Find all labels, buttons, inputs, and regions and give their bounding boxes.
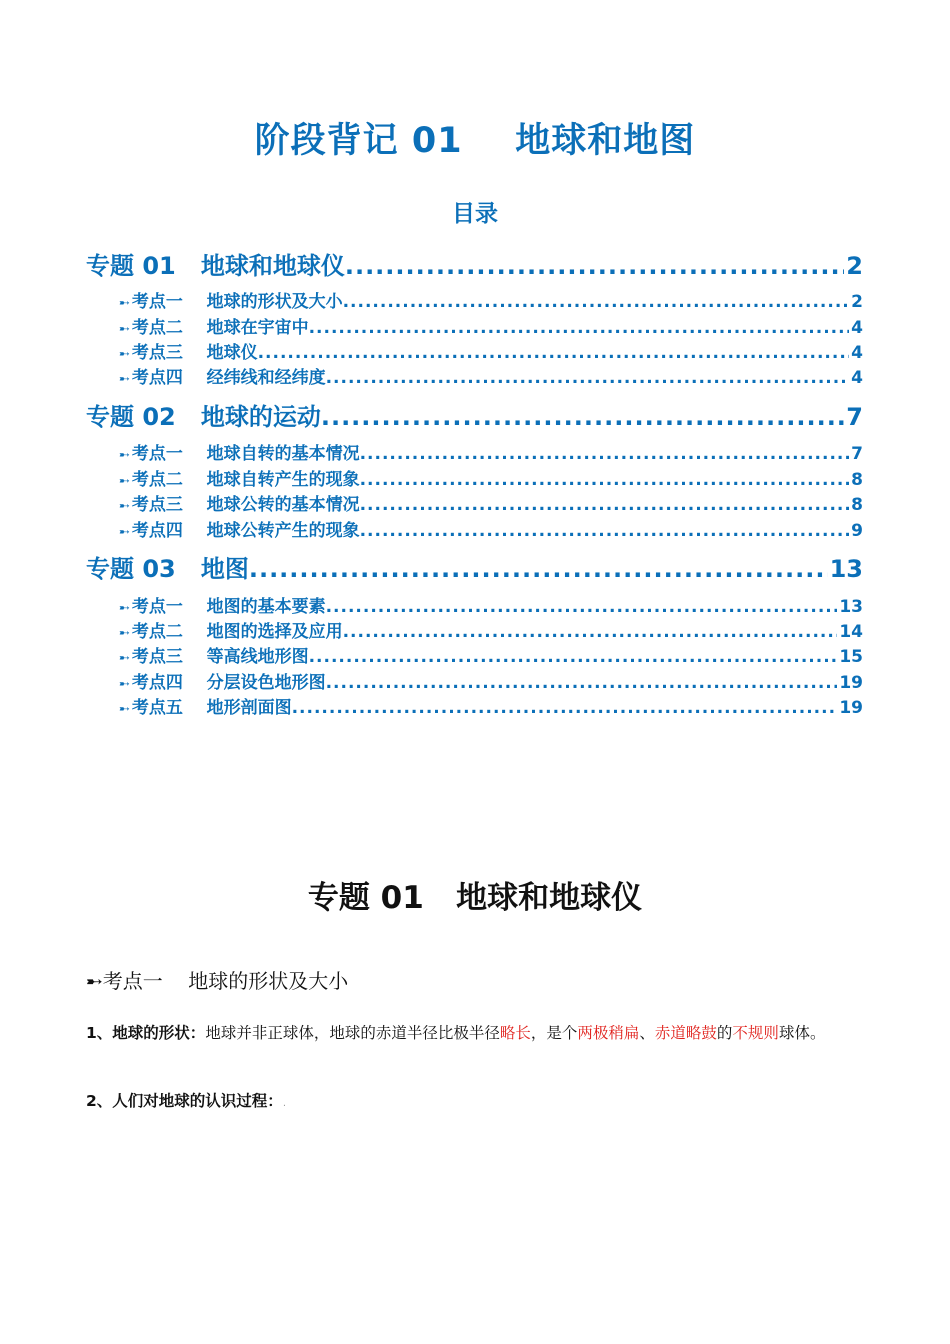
paragraph-colon: ： — [189, 1024, 206, 1042]
toc-item-3-1[interactable] — [119, 595, 863, 619]
highlight-text: 赤道略鼓 — [654, 1024, 717, 1042]
highlight-text: 不规则 — [732, 1024, 779, 1042]
toc-leader-dots — [321, 400, 844, 434]
arrow-icon: ➸ — [119, 347, 130, 362]
toc-heading: 目录 — [452, 201, 498, 227]
toc-item-label: 考点四 分层设色地形图 — [131, 673, 326, 693]
toc-item-label: 考点二 地球在宇宙中 — [131, 318, 309, 338]
toc-page-number: 2 — [846, 252, 863, 280]
arrow-icon: ➸ — [119, 296, 130, 311]
toc-item-label: 考点一 地图的基本要素 — [131, 597, 326, 617]
toc-item-1-2[interactable] — [119, 316, 863, 340]
arrow-icon: ➸ — [119, 372, 130, 387]
toc-item-3-4[interactable] — [119, 671, 863, 695]
toc-leader-dots — [360, 468, 850, 492]
toc-page-number: 19 — [839, 673, 863, 693]
toc-leader-dots — [343, 620, 838, 644]
subsection-heading — [86, 966, 348, 996]
toc-item-label: 考点三 地球公转的基本情况 — [131, 495, 360, 515]
toc-item-label: 考点五 地形剖面图 — [131, 698, 292, 718]
highlight-text: 两极稍扁 — [577, 1024, 640, 1042]
paragraph-lead: 2、人们对地球的认识过程 — [86, 1092, 268, 1110]
toc-leader-dots — [326, 366, 850, 390]
toc-leader-dots — [309, 645, 838, 669]
toc-item-2-1[interactable] — [119, 442, 863, 466]
paragraph-trail: . — [282, 1098, 286, 1109]
toc-page-number: 14 — [839, 622, 863, 642]
arrow-icon: ➸ — [119, 626, 130, 641]
toc-topic-3[interactable] — [86, 552, 863, 586]
toc-item-2-4[interactable] — [119, 519, 863, 543]
paragraph-earth-shape — [86, 1018, 866, 1048]
toc-page-number: 8 — [851, 470, 863, 490]
arrow-icon: ➸ — [119, 525, 130, 540]
toc-item-label: 考点四 地球公转产生的现象 — [131, 521, 360, 541]
toc-item-3-2[interactable] — [119, 620, 863, 644]
toc-item-1-1[interactable] — [119, 290, 863, 314]
toc-page-number: 7 — [846, 403, 863, 431]
toc-page-number: 19 — [839, 698, 863, 718]
toc-item-1-4[interactable] — [119, 366, 863, 390]
toc-leader-dots — [249, 552, 828, 586]
paragraph-text: 地球并非正球体，地球的赤道半径比极半径 — [205, 1024, 500, 1042]
arrow-icon: ➸ — [119, 651, 130, 666]
toc-topic-label: 专题 02 地球的运动 — [86, 403, 321, 431]
toc-page-number: 9 — [851, 521, 863, 541]
paragraph-recognition-process — [86, 1086, 866, 1119]
toc-leader-dots — [360, 442, 850, 466]
arrow-icon: ➸ — [119, 448, 130, 463]
paragraph-text: 、 — [639, 1024, 655, 1042]
arrow-icon: ➸ — [86, 969, 103, 993]
toc-item-2-3[interactable] — [119, 493, 863, 517]
toc-leader-dots — [345, 249, 844, 283]
arrow-icon: ➸ — [119, 702, 130, 717]
toc-item-3-5[interactable] — [119, 696, 863, 720]
toc-item-label: 考点一 地球自转的基本情况 — [131, 444, 360, 464]
toc-item-1-3[interactable] — [119, 341, 863, 365]
toc-page-number: 2 — [851, 292, 863, 312]
toc-leader-dots — [343, 290, 850, 314]
toc-page-number: 15 — [839, 647, 863, 667]
toc-topic-1[interactable] — [86, 249, 863, 283]
toc-leader-dots — [326, 595, 838, 619]
arrow-icon: ➸ — [119, 677, 130, 692]
highlight-text: 略长 — [499, 1024, 531, 1042]
page-title: 阶段背记 01 地球和地图 — [254, 121, 696, 161]
toc-leader-dots — [326, 671, 838, 695]
toc-item-label: 考点三 地球仪 — [131, 343, 258, 363]
toc-item-3-3[interactable] — [119, 645, 863, 669]
paragraph-text: 的 — [716, 1024, 733, 1042]
toc-leader-dots — [360, 519, 850, 543]
toc-page-number: 4 — [851, 368, 863, 388]
arrow-icon: ➸ — [119, 474, 130, 489]
toc-page-number: 4 — [851, 318, 863, 338]
toc-topic-label: 专题 01 地球和地球仪 — [86, 252, 345, 280]
subsection-label: 考点一 地球的形状及大小 — [102, 969, 349, 993]
toc-page-number: 8 — [851, 495, 863, 515]
toc-leader-dots — [292, 696, 838, 720]
toc-item-2-2[interactable] — [119, 468, 863, 492]
toc-item-label: 考点三 等高线地形图 — [131, 647, 309, 667]
arrow-icon: ➸ — [119, 601, 130, 616]
toc-item-label: 考点二 地图的选择及应用 — [131, 622, 343, 642]
toc-topic-label: 专题 03 地图 — [86, 555, 249, 583]
paragraph-text: ，是个 — [530, 1024, 578, 1042]
toc-leader-dots — [309, 316, 850, 340]
toc-item-label: 考点四 经纬线和经纬度 — [131, 368, 326, 388]
toc-page-number: 13 — [829, 555, 863, 583]
toc-page-number: 13 — [839, 597, 863, 617]
toc-leader-dots — [258, 341, 850, 365]
toc-item-label: 考点一 地球的形状及大小 — [131, 292, 343, 312]
toc-leader-dots — [360, 493, 850, 517]
paragraph-text: 球体。 — [778, 1024, 826, 1042]
paragraph-lead: 1、地球的形状 — [86, 1024, 190, 1042]
arrow-icon: ➸ — [119, 322, 130, 337]
arrow-icon: ➸ — [119, 499, 130, 514]
toc-item-label: 考点二 地球自转产生的现象 — [131, 470, 360, 490]
toc-page-number: 7 — [851, 444, 863, 464]
paragraph-colon: ： — [267, 1092, 283, 1110]
toc-page-number: 4 — [851, 343, 863, 363]
toc-topic-2[interactable] — [86, 400, 863, 434]
section-title: 专题 01 地球和地球仪 — [307, 880, 643, 916]
